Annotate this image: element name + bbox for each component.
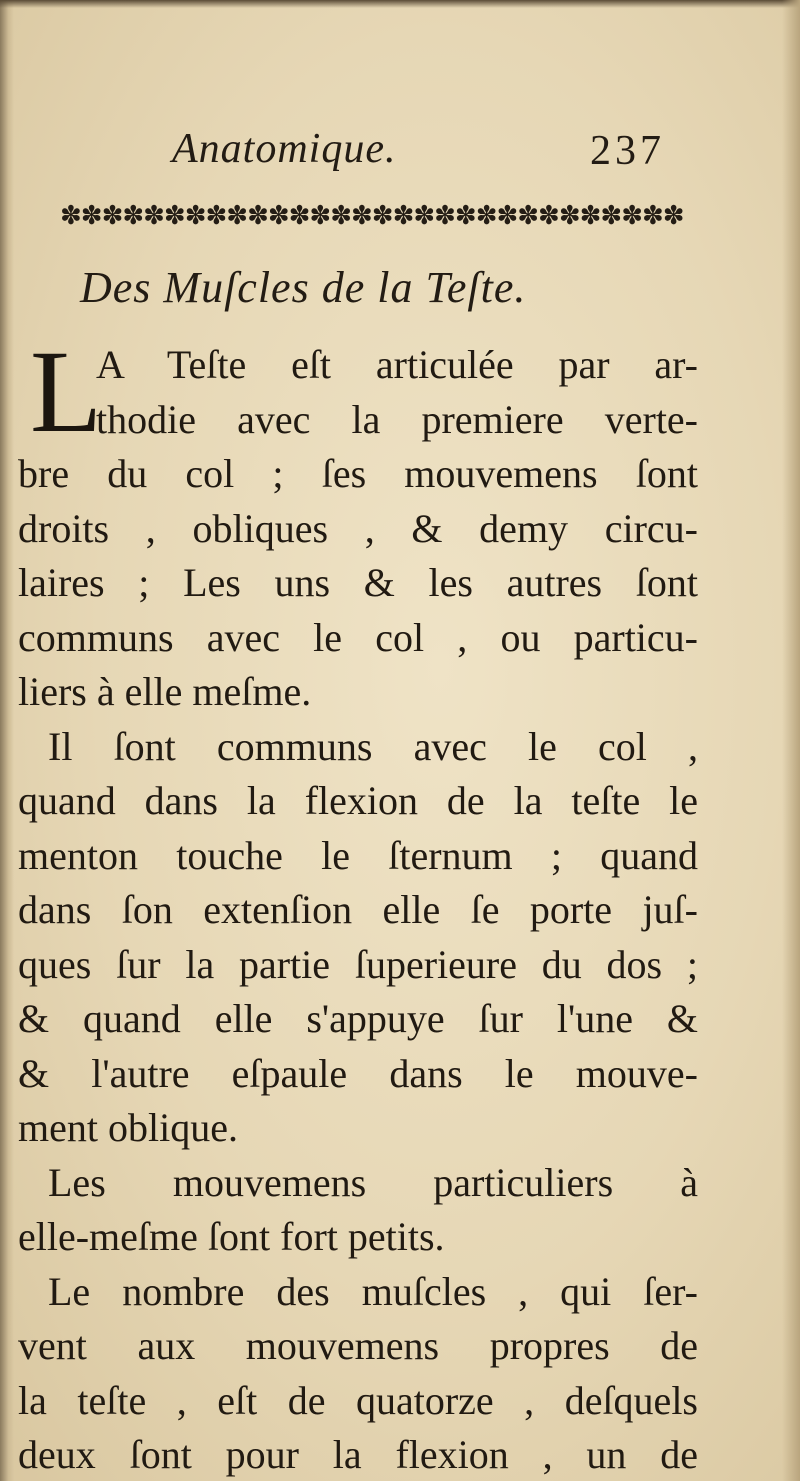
- text-line: Il ſont communs avec le col ,: [48, 723, 698, 769]
- text-line: bre du col ; ſes mouvemens ſont: [18, 451, 698, 496]
- text-line: quand dans la flexion de la teſte le: [18, 778, 698, 823]
- paragraph: [18, 1265, 698, 1481]
- text-line: droits , obliques , & demy circu-: [18, 505, 698, 551]
- text-line: ment oblique.: [18, 1105, 238, 1150]
- chapter-title: Des Muſcles de la Teſte.: [80, 263, 527, 312]
- text-line: vent aux mouvemens propres de: [18, 1323, 698, 1368]
- text-line: communs avec le col , ou particu-: [18, 614, 698, 660]
- text-line: thodie avec la premiere verte-: [96, 396, 698, 442]
- text-line: A Teſte eſt articulée par ar-: [96, 342, 698, 387]
- text-line: la teſte , eſt de quatorze , deſquels: [18, 1377, 698, 1423]
- ornamental-rule: ✽✽✽✽✽✽✽✽✽✽✽✽✽✽✽✽✽✽✽✽✽✽✽✽✽✽✽✽✽✽: [60, 201, 684, 230]
- text-line: liers à elle meſme.: [18, 669, 312, 714]
- drop-cap: L: [30, 326, 103, 457]
- page-number: 237: [590, 128, 665, 174]
- top-edge-shadow: [0, 0, 800, 8]
- right-edge-shadow: [782, 0, 800, 1481]
- text-line: Les mouvemens particuliers à: [48, 1159, 698, 1205]
- text-line: deux ſont pour la flexion , un de: [18, 1432, 698, 1477]
- text-line: & quand elle s'appuye ſur l'une &: [18, 996, 698, 1041]
- text-line: menton touche le ſternum ; quand: [18, 832, 698, 878]
- text-line: Le nombre des muſcles , qui ſer-: [48, 1268, 698, 1314]
- paragraph: [18, 1156, 698, 1265]
- text-line: & l'autre eſpaule dans le mouve-: [18, 1050, 698, 1096]
- text-line: dans ſon extenſion elle ſe porte juſ-: [18, 887, 698, 932]
- gutter-shadow: [0, 0, 14, 1481]
- page-header: [0, 125, 800, 185]
- running-head: Anatomique.: [172, 126, 397, 172]
- text-line: elle-meſme ſont fort petits.: [18, 1214, 445, 1259]
- paragraph: [18, 720, 698, 1156]
- paragraph: [18, 326, 698, 720]
- text-line: laires ; Les uns & les autres ſont: [18, 560, 698, 605]
- text-line: ques ſur la partie ſuperieure du dos ;: [18, 941, 698, 987]
- body-text: [18, 326, 698, 1481]
